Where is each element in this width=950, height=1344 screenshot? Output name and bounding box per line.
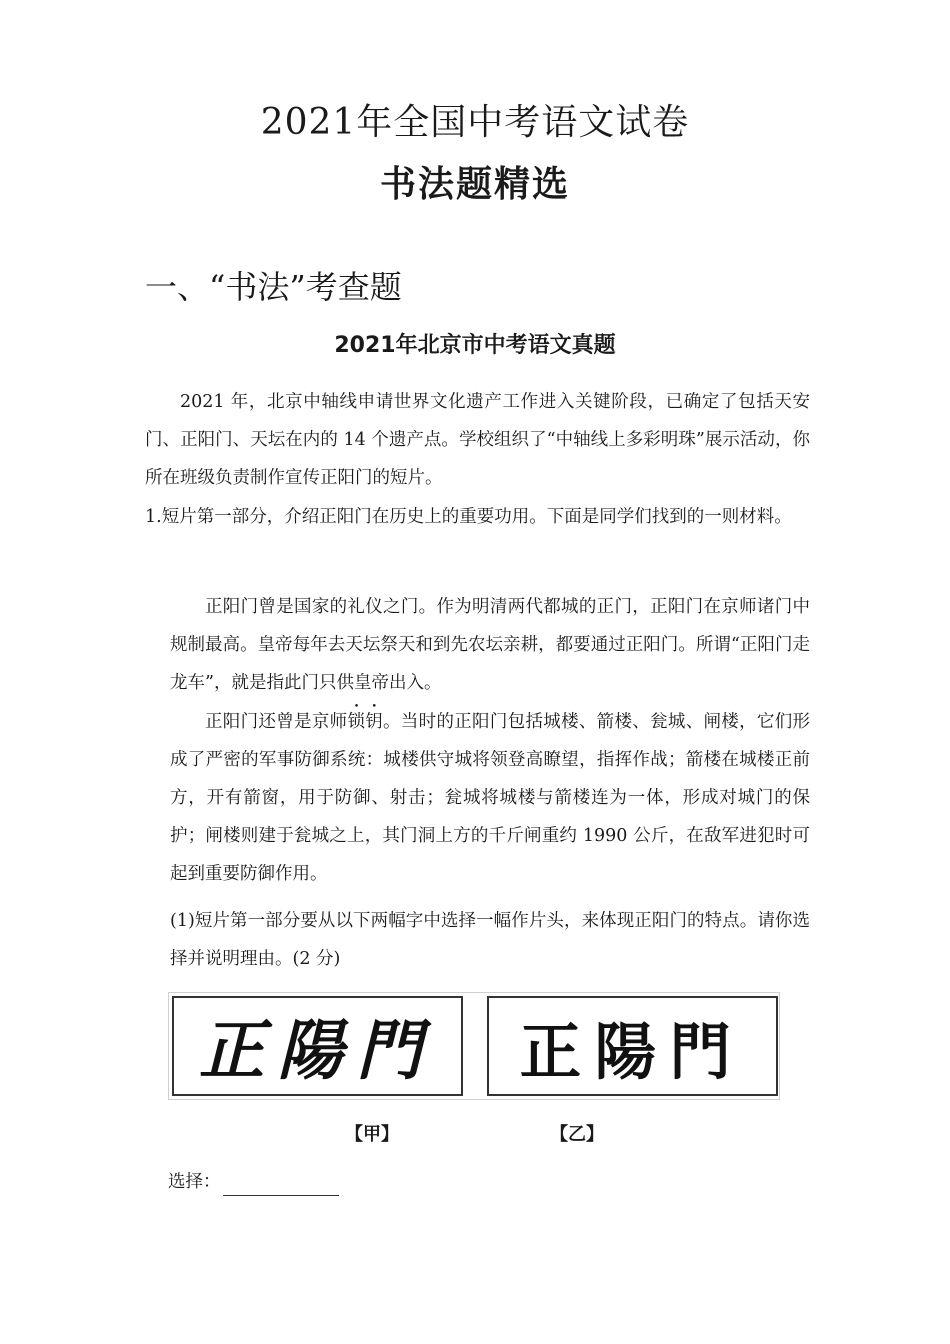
select-label: 选择： (168, 1172, 221, 1192)
section-heading: 一、“书法”考查题 (145, 268, 402, 306)
calligraphy-yi-image (489, 998, 776, 1094)
calligraphy-jia-text: 正陽門 (198, 1012, 436, 1089)
intro-paragraph: 2021 年，北京中轴线申请世界文化遗产工作进入关键阶段，已确定了包括天安门、正阳门、天坛在内的 14 个遗产点。学校组织了“中轴线上多彩明珠”展示活动，你所在班级负责制作宣传正阳门的短片。 (145, 392, 810, 488)
document-subtitle: 书法题精选 (379, 164, 570, 205)
answer-blank[interactable] (223, 1175, 339, 1196)
exam-title: 2021年北京市中考语文真题 (334, 333, 616, 358)
calligraphy-jia-image (174, 998, 461, 1094)
calligraphy-frame (168, 992, 780, 1100)
document-title: 2021年全国中考语文试卷 (260, 102, 690, 143)
answer-row (168, 1168, 339, 1196)
emphasized-term: 锁钥 (347, 712, 384, 732)
question-1: 1.短片第一部分，介绍正阳门在历史上的重要功用。下面是同学们找到的一则材料。 (145, 507, 792, 527)
material-paragraph-2 (170, 702, 810, 893)
calligraphy-yi-text: 正陽門 (519, 1016, 745, 1088)
material-paragraph-1: 正阳门曾是国家的礼仪之门。作为明清两代都城的正门，正阳门在京师诸门中规制最高。皇帝每年去天坛祭天和到先农坛亲耕，都要通过正阳门。所谓“正阳门走龙车”，就是指此门只供皇帝出入。 (170, 597, 810, 693)
subquestion-1: (1)短片第一部分要从以下两幅字中选择一幅作片头，来体现正阳门的特点。请你选择并说明理由。(2 分) (170, 911, 810, 969)
calligraphy-yi (487, 996, 778, 1096)
label-jia: 【甲】 (345, 1124, 399, 1145)
material-p2-after: 。当时的正阳门包括城楼、箭楼、瓮城、闸楼，它们形成了严密的军事防御系统：城楼供守城将领登高瞭望，指挥作战；箭楼在城楼正前方，开有箭窗，用于防御、射击；瓮城将城楼与箭楼连为一体，形成对城门的保护；闸楼则建于瓮城之上，其门洞上方的千斤闸重约 1990 公斤，在敌军进犯时可起到重要防御作用。 (170, 712, 811, 884)
calligraphy-jia (172, 996, 463, 1096)
material-p2-before: 正阳门还曾是京师 (205, 712, 348, 732)
label-yi: 【乙】 (550, 1124, 604, 1145)
